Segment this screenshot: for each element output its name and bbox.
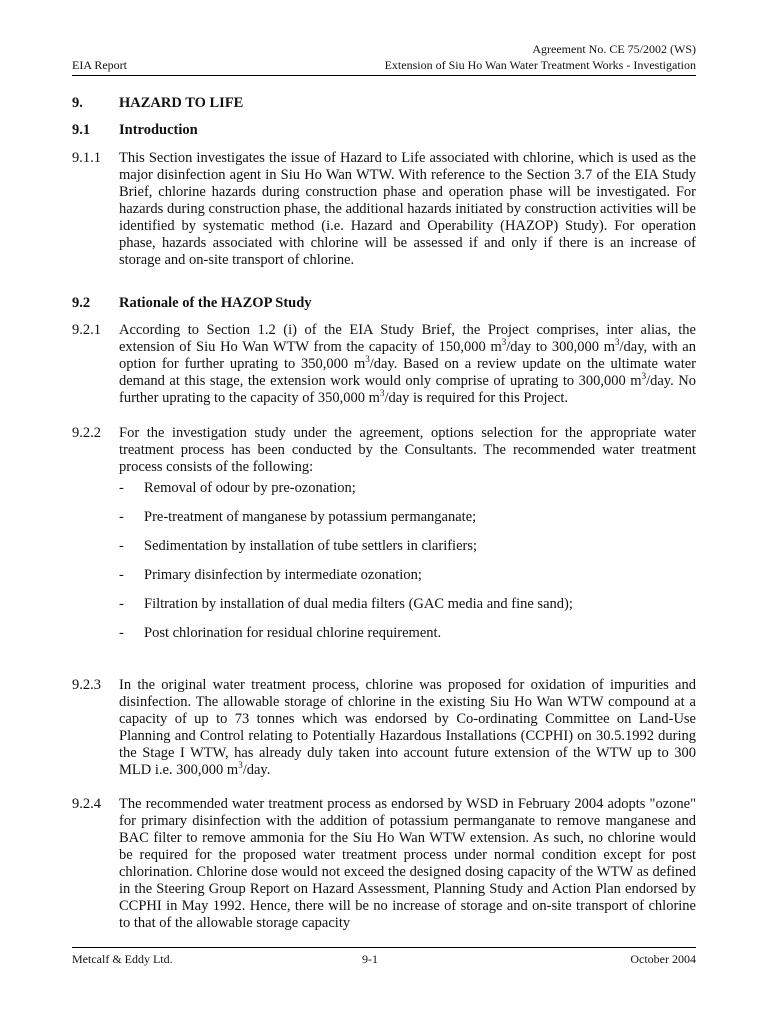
paragraph-9-2-4 bbox=[72, 796, 696, 932]
paragraph-9-2-1 bbox=[72, 322, 696, 407]
paragraph-number: 9.2.4 bbox=[72, 796, 101, 812]
section-title: HAZARD TO LIFE bbox=[119, 95, 244, 111]
paragraph-text: According to Section 1.2 (i) of the EIA Study Brief, the Project comprises, inter alias, the extension of Siu Ho Wan WTW from the capacity of 150,000 $m^3$/day to 300,000 $m^3$/day, with an option for further uprating to 350,000 $m^3$/day. Based on a review update on the ultimate water demand at this stage, the extension work would only comprise of uprating to 300,000 $m^3$/day. No further uprating to the capacity of 350,000 $m^3$/day is required for this Project. bbox=[119, 322, 696, 406]
paragraph-text: The recommended water treatment process as endorsed by WSD in February 2004 adopts "ozone" for primary disinfection with the addition of potassium permanganate to remove manganese and BAC filter to remove ammonia for the Siu Ho Wan WTW extension. As such, no chlorine would be required for the proposed water treatment process under normal condition except for post chlorination. Chlorine dose would not exceed the designed dosing capacity of the WTW as defined in the Steering Group Report on Hazard Assessment, Planning Study and Action Plan endorsed by CCPHI in May 1992. Hence, there will be no increase of storage and on-site transport of chlorine to that of the allowable storage capacity bbox=[119, 796, 696, 931]
footer-divider bbox=[72, 947, 696, 948]
subsection-title: Introduction bbox=[119, 122, 198, 138]
list-item: - Removal of odour by pre-ozonation; bbox=[119, 480, 356, 496]
list-item: - Sedimentation by installation of tube settlers in clarifiers; bbox=[119, 538, 478, 554]
subsection-heading-9-1 bbox=[72, 122, 198, 139]
paragraph-number: 9.1.1 bbox=[72, 150, 101, 166]
list-item: - Pre-treatment of manganese by potassium permanganate; bbox=[119, 509, 477, 525]
header-project-title: Extension of Siu Ho Wan Water Treatment Works - Investigation bbox=[384, 58, 696, 72]
paragraph-number: 9.2.3 bbox=[72, 677, 101, 693]
list-item: - Post chlorination for residual chlorine requirement. bbox=[119, 625, 442, 641]
paragraph-number: 9.2.2 bbox=[72, 425, 101, 441]
treatment-process-list bbox=[119, 480, 696, 654]
paragraph-text: For the investigation study under the agreement, options selection for the appropriate water treatment process has been conducted by the Consultants. The recommended water treatment process consists of the following: bbox=[119, 425, 696, 475]
paragraph-9-1-1 bbox=[72, 150, 696, 269]
paragraph-number: 9.2.1 bbox=[72, 322, 101, 338]
header-report-type: EIA Report bbox=[72, 58, 127, 72]
section-heading bbox=[72, 95, 243, 112]
list-item: - Primary disinfection by intermediate ozonation; bbox=[119, 567, 422, 583]
paragraph-text: In the original water treatment process, chlorine was proposed for oxidation of impurities and disinfection. The allowable storage of chlorine in the existing Siu Ho Wan WTW compound at a capacity of up to 73 tonnes which was endorsed by Co-ordinating Committee on Land-Use Planning and Control relating to Potentially Hazardous Installations (CCPHI) on 30.5.1992 during the Stage I WTW, has already duly taken into account future extension of the WTW up to 300 MLD i.e. 300,000 $m^3$/day. bbox=[119, 677, 696, 778]
footer-date: October 2004 bbox=[630, 952, 696, 966]
subsection-heading-9-2 bbox=[72, 295, 312, 312]
list-item: - Filtration by installation of dual media filters (GAC media and fine sand); bbox=[119, 596, 573, 612]
subsection-number: 9.2 bbox=[72, 295, 91, 311]
subsection-title: Rationale of the HAZOP Study bbox=[119, 295, 312, 311]
header-agreement: Agreement No. CE 75/2002 (WS) bbox=[532, 42, 696, 56]
paragraph-text: This Section investigates the issue of Hazard to Life associated with chlorine, which is used as the major disinfection agent in Siu Ho Wan WTW. With reference to the Section 3.7 of the EIA Study Brief, chlorine hazards during construction phase and operation phase will be investigated. For hazards during construction phase, the additional hazards initiated by construction activities will be identified by systematic method (i.e. Hazard and Operability (HAZOP) Study). For operation phase, hazards associated with chlorine will be assessed if and only if there is an increase of storage and on-site transport of chlorine. bbox=[119, 150, 696, 268]
subsection-number: 9.1 bbox=[72, 122, 91, 138]
paragraph-9-2-3 bbox=[72, 677, 696, 779]
paragraph-9-2-2 bbox=[72, 425, 696, 476]
footer-page-number: 9-1 bbox=[362, 952, 378, 966]
header-divider bbox=[72, 75, 696, 76]
section-number: 9. bbox=[72, 95, 83, 111]
footer-company: Metcalf & Eddy Ltd. bbox=[72, 952, 173, 966]
